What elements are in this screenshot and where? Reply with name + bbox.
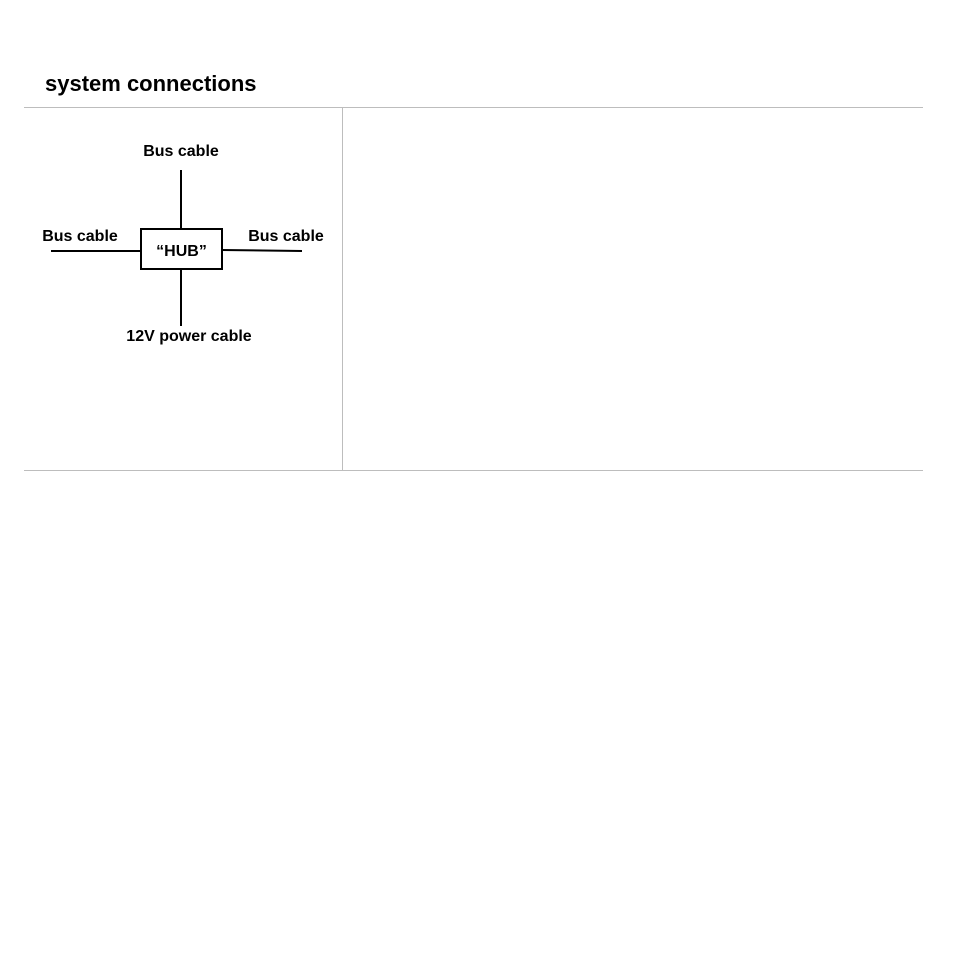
hub-label: “HUB”: [156, 243, 207, 260]
left-bus-cable-label: Bus cable: [42, 228, 118, 245]
top-bus-cable-label: Bus cable: [143, 143, 219, 160]
page-title: system connections: [45, 71, 257, 96]
right-bus-cable-line: [222, 250, 302, 251]
right-bus-cable-label: Bus cable: [248, 228, 324, 245]
power-cable-label: 12V power cable: [126, 328, 252, 345]
